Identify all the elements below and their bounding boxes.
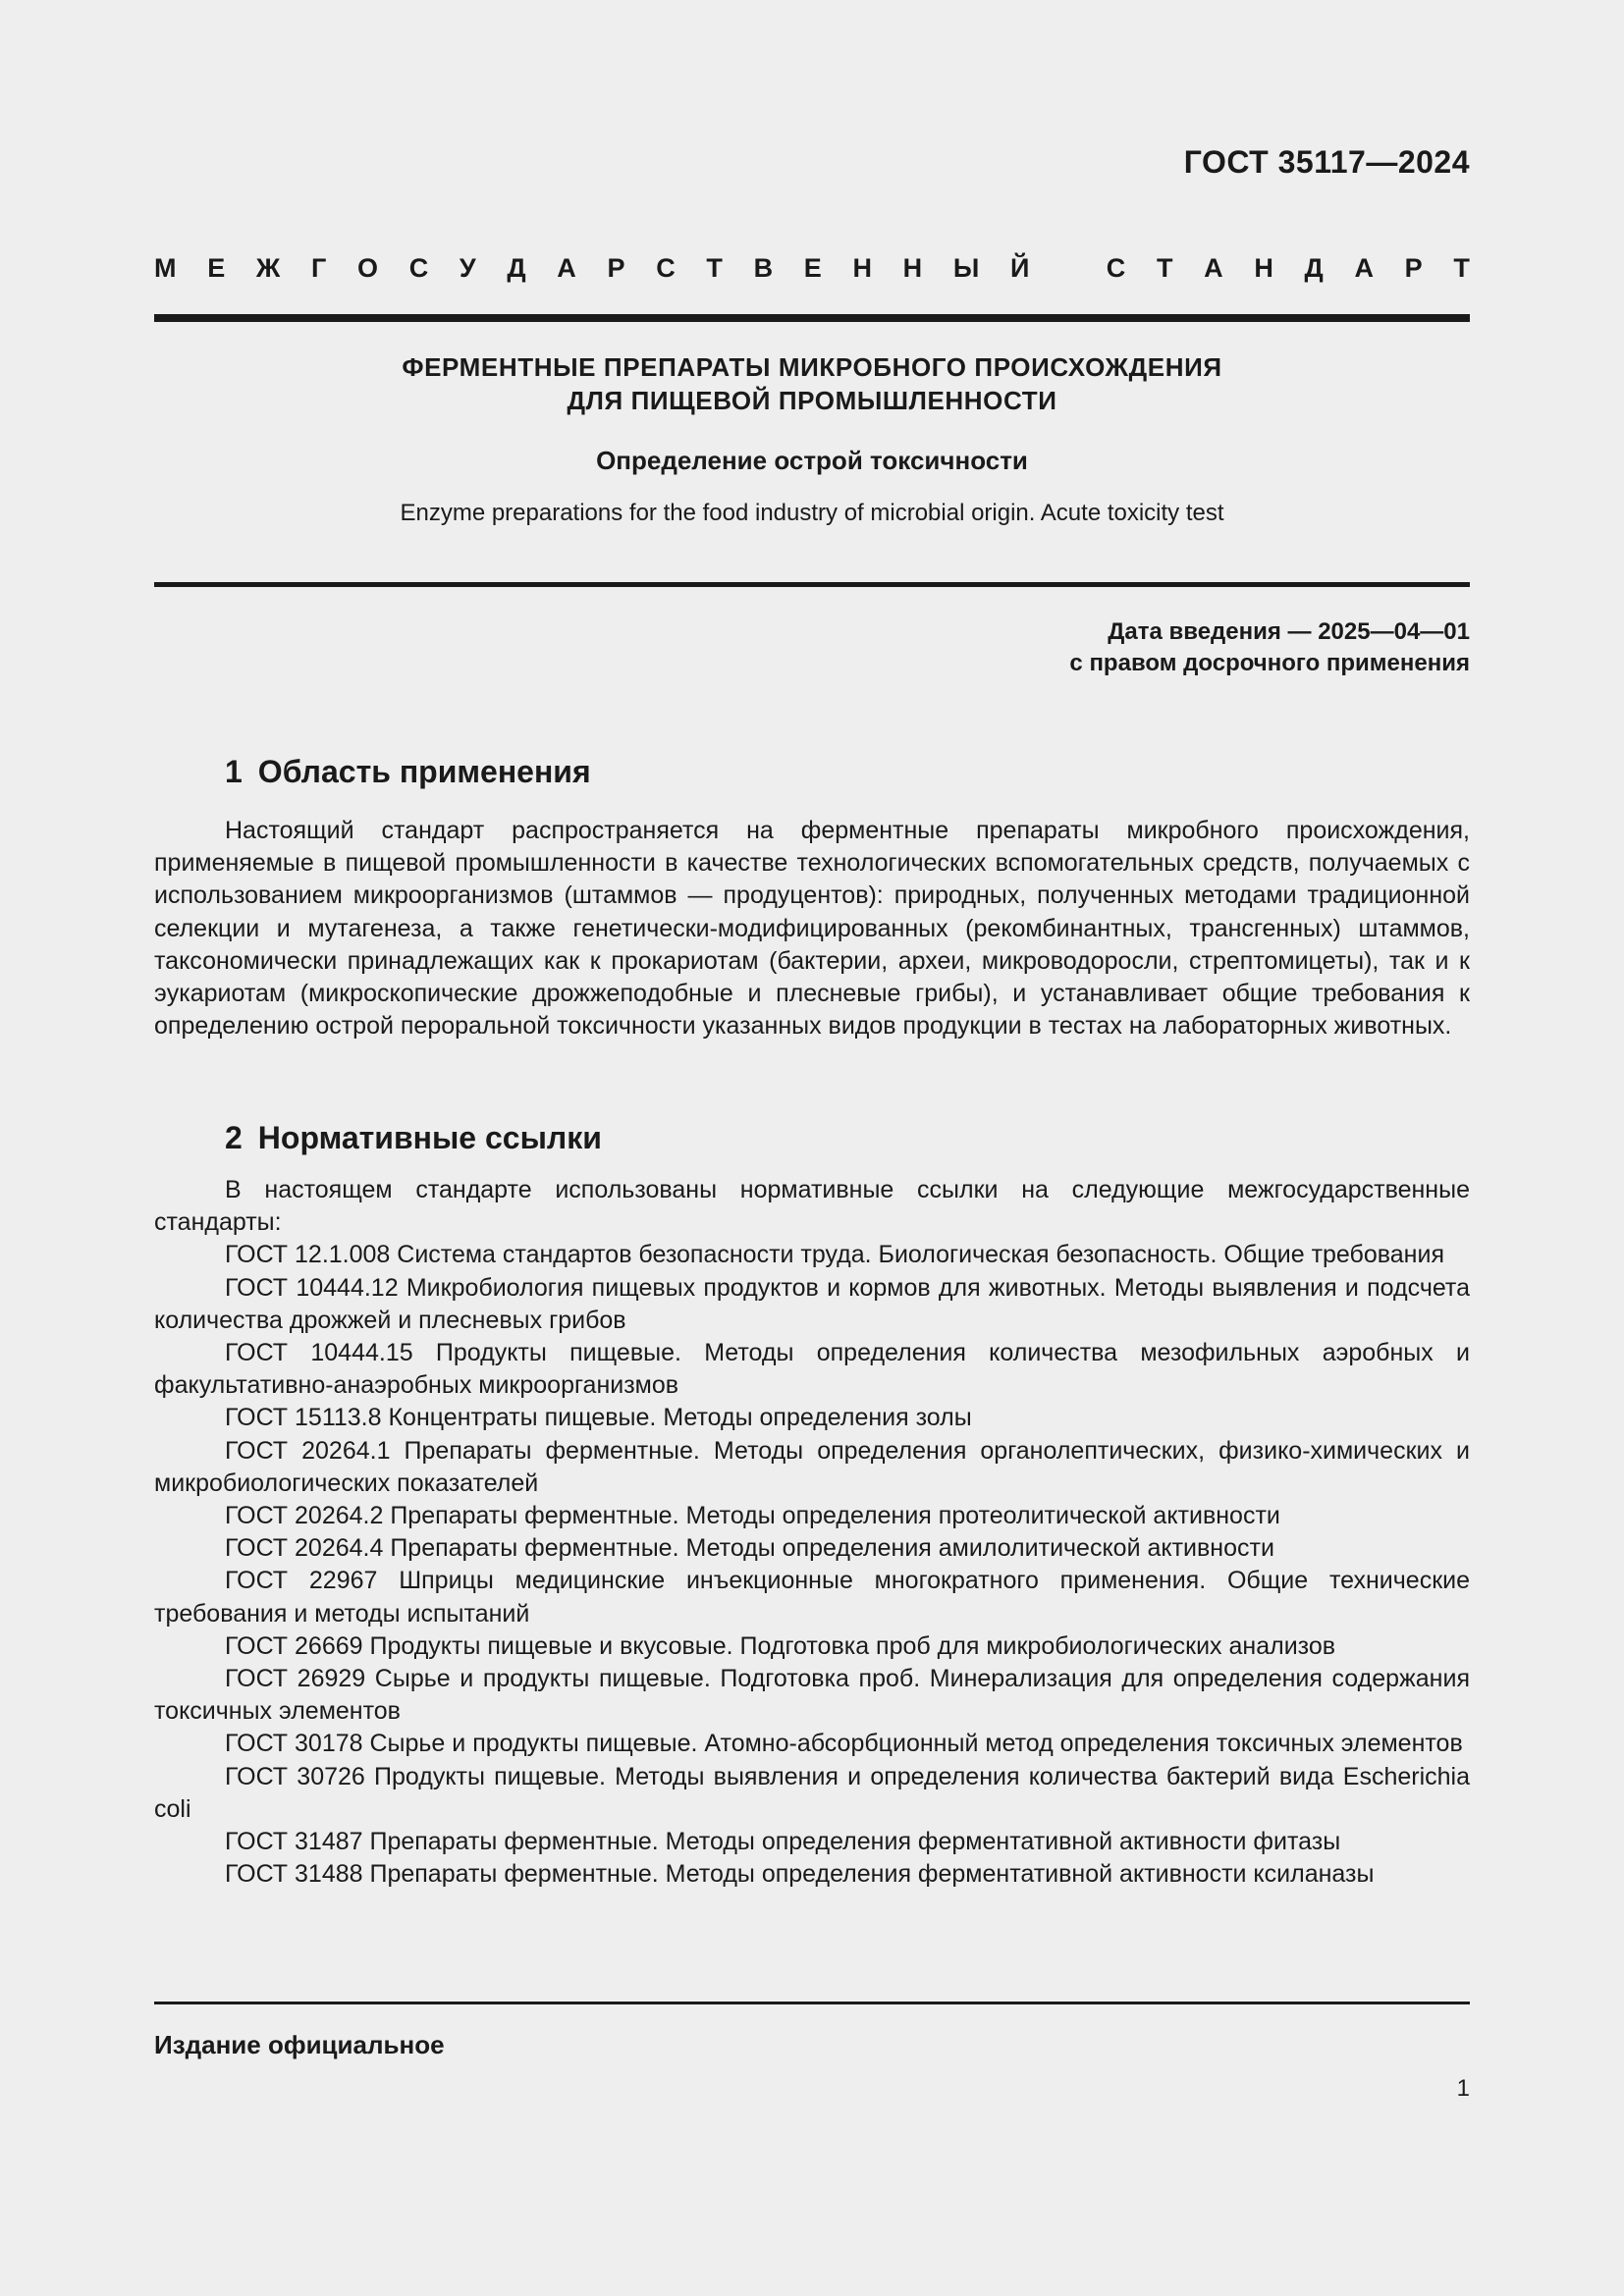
letter: Р [1404, 253, 1423, 283]
reference-text: ГОСТ 30726 Продукты пищевые. Методы выявления и определения количества бактерий вида Escherichia coli [154, 1762, 1470, 1823]
section-1-heading [225, 754, 591, 790]
reference-item [154, 1500, 1470, 1532]
letter: Н [902, 253, 923, 283]
normative-references [154, 1174, 1470, 1891]
document-subtitle: Определение острой токсичности [596, 446, 1028, 475]
letter: Г [310, 253, 327, 283]
reference-text: ГОСТ 26929 Сырье и продукты пищевые. Подготовка проб. Минерализация для определения содержания токсичных элементов [154, 1665, 1470, 1726]
reference-text: ГОСТ 26669 Продукты пищевые и вкусовые. Подготовка проб для микробиологических анализов [225, 1631, 1336, 1660]
reference-item [154, 1663, 1470, 1728]
letter: Д [507, 253, 526, 283]
letter: В [753, 253, 774, 283]
letter: Ж [255, 253, 281, 283]
section-1-number: 1 [225, 754, 243, 789]
document-number: ГОСТ 35117—2024 [1183, 144, 1470, 180]
letter: Р [607, 253, 625, 283]
reference-item [154, 1435, 1470, 1500]
reference-item [154, 1272, 1470, 1337]
letter: А [1354, 253, 1374, 283]
reference-item [154, 1239, 1470, 1271]
letter: С [1106, 253, 1126, 283]
reference-item [154, 1761, 1470, 1826]
reference-text: ГОСТ 15113.8 Концентраты пищевые. Методы определения золы [225, 1404, 972, 1432]
page-number: 1 [1456, 2075, 1470, 2102]
letter: Н [852, 253, 872, 283]
reference-text: ГОСТ 10444.12 Микробиология пищевых продуктов и кормов для животных. Методы выявления и подсчета количества дрожжей и плесневых грибов [154, 1273, 1470, 1334]
section-2-number: 2 [225, 1120, 243, 1155]
letter: А [557, 253, 576, 283]
letter-gap [1060, 253, 1075, 284]
reference-item [154, 1337, 1470, 1402]
section-1-paragraph [154, 815, 1470, 1042]
introduction-date [1069, 616, 1470, 679]
standard-type-label [154, 253, 1470, 284]
top-thick-rule [154, 314, 1470, 322]
letter: Е [207, 253, 226, 283]
reference-item [154, 1728, 1470, 1760]
letter: С [656, 253, 676, 283]
title-bottom-rule [154, 582, 1470, 587]
reference-text: ГОСТ 31487 Препараты ферментные. Методы определения ферментативной активности фитазы [225, 1828, 1341, 1856]
letter: А [1204, 253, 1223, 283]
section-2-text: В настоящем стандарте использованы нормативные ссылки на следующие межгосударственные стандарты: [154, 1176, 1470, 1237]
reference-text: ГОСТ 10444.15 Продукты пищевые. Методы определения количества мезофильных аэробных и факультативно-анаэробных микроорганизмов [154, 1339, 1470, 1400]
reference-item [154, 1402, 1470, 1434]
early-application-line: с правом досрочного применения [1069, 650, 1470, 676]
letter: Т [1156, 253, 1173, 283]
title-line-1: ФЕРМЕНТНЫЕ ПРЕПАРАТЫ МИКРОБНОГО ПРОИСХОЖДЕНИЯ [402, 352, 1222, 382]
letter: Ы [952, 253, 980, 283]
official-edition-label: Издание официальное [154, 2030, 445, 2059]
introduction-date-line: Дата введения — 2025—04—01 [1108, 618, 1470, 645]
letter: Д [1304, 253, 1324, 283]
letter: О [356, 253, 378, 283]
section-2-intro [154, 1174, 1470, 1239]
section-2-title: Нормативные ссылки [257, 1120, 602, 1155]
letter: У [459, 253, 476, 283]
title-line-2: ДЛЯ ПИЩЕВОЙ ПРОМЫШЛЕННОСТИ [567, 386, 1057, 415]
reference-item [154, 1532, 1470, 1565]
reference-item [154, 1858, 1470, 1891]
title-block [154, 350, 1470, 530]
reference-text: ГОСТ 31488 Препараты ферментные. Методы определения ферментативной активности ксиланазы [225, 1860, 1375, 1889]
reference-text: ГОСТ 20264.1 Препараты ферментные. Методы определения органолептических, физико-химических и микробиологических показателей [154, 1436, 1470, 1497]
letter: Т [1453, 253, 1470, 283]
section-2-heading [225, 1120, 602, 1156]
english-title: Enzyme preparations for the food industry of microbial origin. Acute toxicity test [400, 500, 1224, 526]
reference-item [154, 1630, 1470, 1663]
letter: М [154, 253, 177, 283]
reference-item [154, 1826, 1470, 1858]
reference-text: ГОСТ 12.1.008 Система стандартов безопасности труда. Биологическая безопасность. Общие требования [225, 1241, 1444, 1269]
letter: Н [1254, 253, 1273, 283]
letter: Й [1009, 253, 1030, 283]
letter: Е [803, 253, 822, 283]
letter: С [408, 253, 429, 283]
reference-text: ГОСТ 22967 Шприцы медицинские инъекционные многократного применения. Общие технические требования и методы испытаний [154, 1567, 1470, 1628]
reference-item [154, 1565, 1470, 1629]
letter: Т [706, 253, 723, 283]
section-1-text: Настоящий стандарт распространяется на ферментные препараты микробного происхождения, применяемые в пищевой промышленности в качестве технологических вспомогательных средств, получаемых с использованием микроорганизмов (штаммов — продуцентов): природных, полученных методами традиционной селекции и мутагенеза, а также генетически-модифицированных (рекомбинантных, трансгенных) штаммов, таксономически принадлежащих как к прокариотам (бактерии, археи, микроводоросли, стрептомицеты), так и к эукариотам (микроскопические дрожжеподобные и плесневые грибы), и устанавливает общие требования к определению острой пероральной токсичности указанных видов продукции в тестах на лабораторных животных. [154, 817, 1470, 1041]
reference-text: ГОСТ 20264.4 Препараты ферментные. Методы определения амилолитической активности [225, 1534, 1274, 1563]
reference-text: ГОСТ 30178 Сырье и продукты пищевые. Атомно-абсорбционный метод определения токсичных элементов [225, 1730, 1463, 1758]
reference-text: ГОСТ 20264.2 Препараты ферментные. Методы определения протеолитической активности [225, 1502, 1280, 1530]
section-1-title: Область применения [257, 754, 591, 789]
footer-rule [154, 2002, 1470, 2004]
